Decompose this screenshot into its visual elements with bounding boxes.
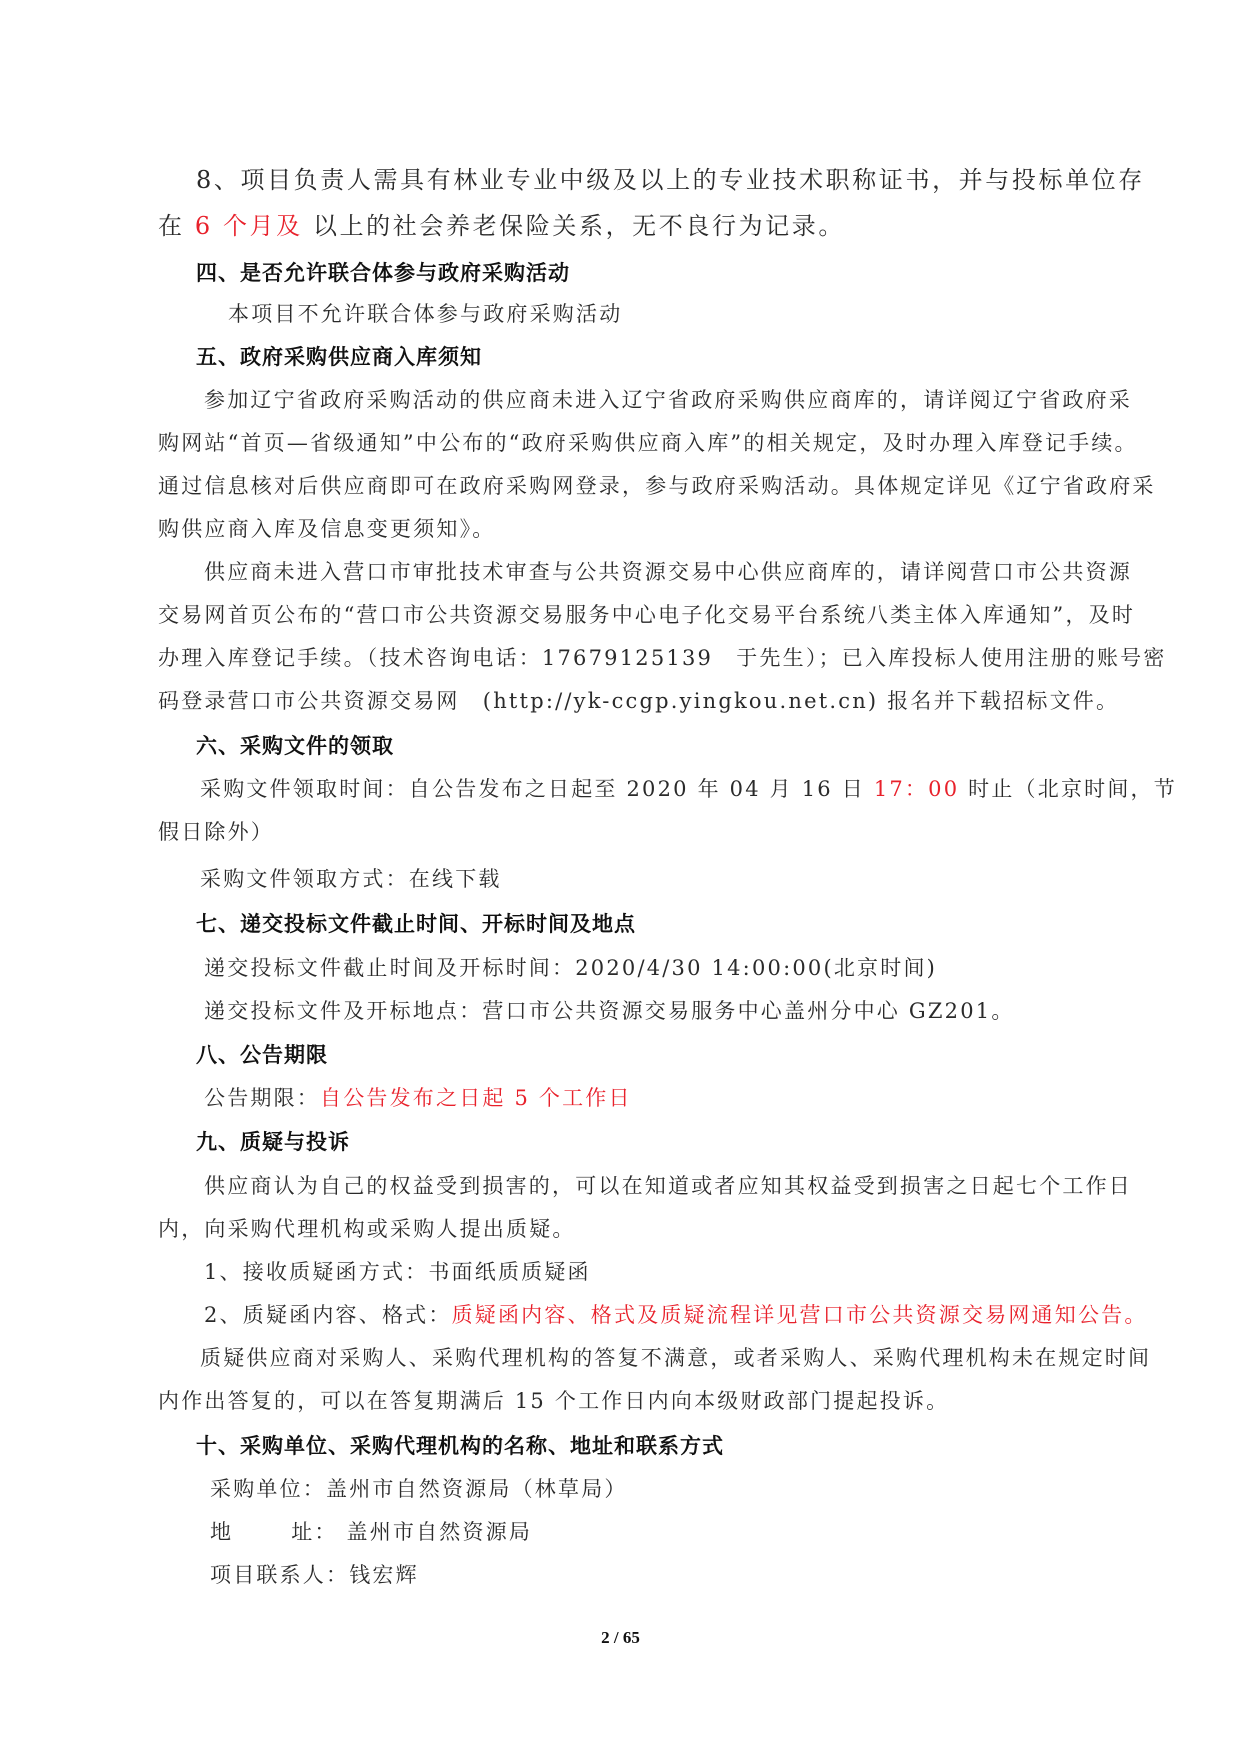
section8-period	[204, 1082, 632, 1112]
section9-item2-value: 质疑函内容、格式及质疑流程详见营口市公共资源交易网通知公告。	[451, 1303, 1148, 1327]
item8-line1: 8、项目负责人需具有林业专业中级及以上的专业技术职称证书，并与投标单位存	[196, 166, 1145, 194]
section5-p1-line2: 购网站“首页—省级通知”中公布的“政府采购供应商入库”的相关规定，及时办理入库登记手续。	[158, 431, 1138, 455]
section10-unit: 采购单位：盖州市自然资源局（林草局）	[210, 1477, 628, 1501]
section5-p1-line3: 通过信息核对后供应商即可在政府采购网登录，参与政府采购活动。具体规定详见《辽宁省政府采	[158, 474, 1156, 498]
section10-heading: 十、采购单位、采购代理机构的名称、地址和联系方式	[196, 1434, 724, 1458]
section5-p2-line3: 办理入库登记手续。（技术咨询电话：17679125139 于先生）；已入库投标人使用注册的账号密	[158, 646, 1167, 670]
section5-p2-line2: 交易网首页公布的“营口市公共资源交易服务中心电子化交易平台系统八类主体入库通知”，及时	[158, 603, 1136, 627]
section6-time-highlight: 17：00	[873, 777, 960, 801]
section9-p2-line1: 质疑供应商对采购人、采购代理机构的答复不满意，或者采购人、采购代理机构未在规定时间	[200, 1346, 1152, 1370]
section5-heading: 五、政府采购供应商入库须知	[196, 345, 482, 369]
section6-time-line2: 假日除外）	[158, 820, 274, 844]
section7-deadline: 递交投标文件截止时间及开标时间：2020/4/30 14:00:00(北京时间)	[204, 956, 938, 980]
section6-method: 采购文件领取方式：在线下载	[200, 867, 502, 891]
section8-heading: 八、公告期限	[196, 1043, 328, 1067]
page-number: 2 / 65	[601, 1628, 640, 1647]
section10-address-label-b: 址：	[291, 1520, 338, 1544]
section6-time	[200, 773, 1177, 803]
item8-line2-pre: 在	[158, 212, 185, 240]
section10-address	[210, 1516, 532, 1546]
section7-heading: 七、递交投标文件截止时间、开标时间及地点	[196, 912, 636, 936]
section9-p1-line2: 内，向采购代理机构或采购人提出质疑。	[158, 1217, 576, 1241]
section10-contact: 项目联系人：钱宏辉	[210, 1563, 419, 1587]
section6-heading: 六、采购文件的领取	[196, 734, 394, 758]
section6-time-pre: 采购文件领取时间：自公告发布之日起至 2020 年 04 月 16 日	[200, 777, 874, 801]
item8-highlight: 6 个月及	[194, 212, 303, 240]
section7-location: 递交投标文件及开标地点：营口市公共资源交易服务中心盖州分中心 GZ201。	[204, 999, 1015, 1023]
section9-p1-line1: 供应商认为自己的权益受到损害的，可以在知道或者应知其权益受到损害之日起七个工作日	[204, 1174, 1132, 1198]
section10-address-label-a: 地	[210, 1520, 234, 1544]
section4-body: 本项目不允许联合体参与政府采购活动	[228, 302, 623, 326]
section9-p2-line2: 内作出答复的，可以在答复期满后 15 个工作日内向本级财政部门提起投诉。	[158, 1389, 950, 1413]
section8-value: 自公告发布之日起 5 个工作日	[320, 1086, 632, 1110]
section5-p2-line4: 码登录营口市公共资源交易网 (http://yk-ccgp.yingkou.net.cn) 报名并下载招标文件。	[158, 689, 1120, 713]
section9-heading: 九、质疑与投诉	[196, 1130, 350, 1154]
section9-item2-label: 2、质疑函内容、格式：	[204, 1303, 452, 1327]
item8-line2-post: 以上的社会养老保险关系，无不良行为记录。	[312, 212, 845, 240]
section6-time-post: 时止（北京时间，节	[959, 777, 1177, 801]
section9-item2	[204, 1299, 1148, 1329]
section8-label: 公告期限：	[204, 1086, 320, 1110]
section4-heading: 四、是否允许联合体参与政府采购活动	[196, 261, 570, 285]
section5-p1-line1: 参加辽宁省政府采购活动的供应商未进入辽宁省政府采购供应商库的，请详阅辽宁省政府采	[204, 388, 1132, 412]
section10-address-value: 盖州市自然资源局	[346, 1520, 533, 1544]
section9-item1: 1、接收质疑函方式：书面纸质质疑函	[204, 1260, 591, 1284]
item8-line2	[158, 206, 845, 241]
section5-p2-line1: 供应商未进入营口市审批技术审查与公共资源交易中心供应商库的，请详阅营口市公共资源	[204, 560, 1132, 584]
section5-p1-line4: 购供应商入库及信息变更须知》。	[158, 517, 496, 541]
